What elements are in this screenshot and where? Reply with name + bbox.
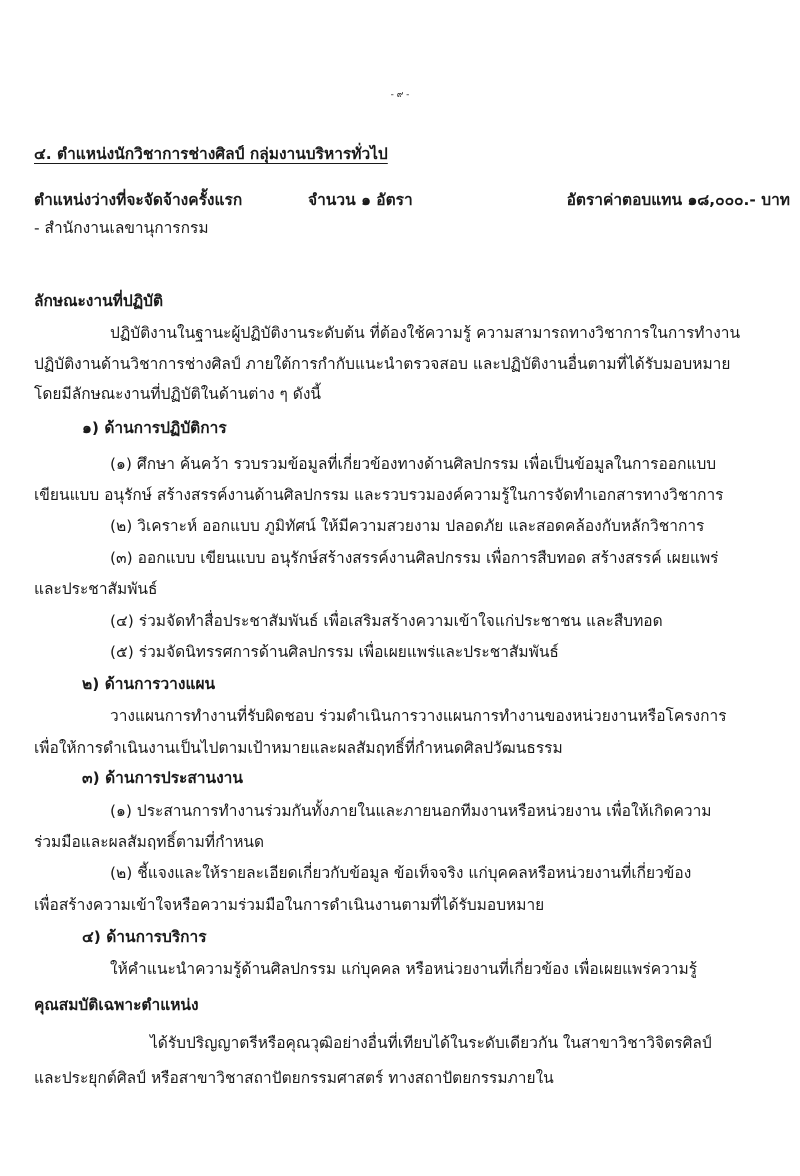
vacancy-count: จำนวน ๑ อัตรา xyxy=(308,191,413,209)
operations-line: (๑) ศึกษา ค้นคว้า รวบรวมข้อมูลที่เกี่ยวข้องทางด้านศิลปกรรม เพื่อเป็นข้อมูลในการออกแบบ xyxy=(110,455,717,473)
duties-title: ลักษณะงานที่ปฏิบัติ xyxy=(34,292,164,310)
coordination-line: (๑) ประสานการทำงานร่วมกันทั้งภายในและภายนอกทีมงานหรือหน่วยงาน เพื่อให้เกิดความ xyxy=(110,802,712,820)
vacancy-salary: อัตราค่าตอบแทน ๑๘,๐๐๐.- บาท xyxy=(566,191,790,209)
planning-line: วางแผนการทำงานที่รับผิดชอบ ร่วมดำเนินการวางแผนการทำงานของหน่วยงานหรือโครงการ xyxy=(110,707,727,725)
duties-intro-line: ปฏิบัติงานด้านวิชาการช่างศิลป์ ภายใต้การกำกับแนะนำตรวจสอบ และปฏิบัติงานอื่นตามที่ได้รับมอบหมาย xyxy=(34,355,731,373)
office-name: - สำนักงานเลขานุการกรม xyxy=(34,219,209,237)
operations-line: (๓) ออกแบบ เขียนแบบ อนุรักษ์สร้างสรรค์งานศิลปกรรม เพื่อการสืบทอด สร้างสรรค์ เผยแพร่ xyxy=(110,549,719,567)
operations-title: ๑) ด้านการปฏิบัติการ xyxy=(82,419,227,437)
page-number: - ๙ - xyxy=(390,90,410,100)
vacancy-label: ตำแหน่งว่างที่จะจัดจ้างครั้งแรก xyxy=(34,191,243,209)
position-heading: ๔. ตำแหน่งนักวิชาการช่างศิลป์ กลุ่มงานบริหารทั่วไป xyxy=(34,145,388,163)
planning-title: ๒) ด้านการวางแผน xyxy=(82,675,216,693)
qualifications-title: คุณสมบัติเฉพาะตำแหน่ง xyxy=(34,996,199,1014)
operations-line: และประชาสัมพันธ์ xyxy=(34,580,158,598)
service-title: ๔) ด้านการบริการ xyxy=(82,928,207,946)
qualifications-line: ได้รับปริญญาตรีหรือคุณวุฒิอย่างอื่นที่เทียบได้ในระดับเดียวกัน ในสาขาวิชาวิจิตรศิลป์ xyxy=(150,1034,712,1052)
qualifications-line: และประยุกต์ศิลป์ หรือสาขาวิชาสถาปัตยกรรมศาสตร์ ทางสถาปัตยกรรมภายใน xyxy=(34,1069,554,1087)
duties-intro-line: โดยมีลักษณะงานที่ปฏิบัติในด้านต่าง ๆ ดังนี้ xyxy=(34,385,322,403)
operations-line: เขียนแบบ อนุรักษ์ สร้างสรรค์งานด้านศิลปกรรม และรวบรวมองค์ความรู้ในการจัดทำเอกสารทางวิชาการ xyxy=(34,486,724,504)
coordination-line: (๒) ชี้แจงและให้รายละเอียดเกี่ยวกับข้อมูล ข้อเท็จจริง แก่บุคคลหรือหน่วยงานที่เกี่ยวข้อง xyxy=(110,864,692,882)
operations-line: (๔) ร่วมจัดทำสื่อประชาสัมพันธ์ เพื่อเสริมสร้างความเข้าใจแก่ประชาชน และสืบทอด xyxy=(110,612,663,630)
duties-intro-line: ปฏิบัติงานในฐานะผู้ปฏิบัติงานระดับต้น ที่ต้องใช้ความรู้ ความสามารถทางวิชาการในการทำงาน xyxy=(110,324,741,342)
service-line: ให้คำแนะนำความรู้ด้านศิลปกรรม แก่บุคคล หรือหน่วยงานที่เกี่ยวข้อง เพื่อเผยแพร่ความรู้ xyxy=(110,960,698,978)
coordination-line: เพื่อสร้างความเข้าใจหรือความร่วมมือในการดำเนินงานตามที่ได้รับมอบหมาย xyxy=(34,896,545,914)
planning-line: เพื่อให้การดำเนินงานเป็นไปตามเป้าหมายและผลสัมฤทธิ์ที่กำหนดศิลปวัฒนธรรม xyxy=(34,739,563,757)
coordination-title: ๓) ด้านการประสานงาน xyxy=(82,769,243,787)
operations-line: (๕) ร่วมจัดนิทรรศการด้านศิลปกรรม เพื่อเผยแพร่และประชาสัมพันธ์ xyxy=(110,643,559,661)
coordination-line: ร่วมมือและผลสัมฤทธิ์ตามที่กำหนด xyxy=(34,833,265,851)
operations-line: (๒) วิเคราะห์ ออกแบบ ภูมิทัศน์ ให้มีความสวยงาม ปลอดภัย และสอดคล้องกับหลักวิชาการ xyxy=(110,517,705,535)
